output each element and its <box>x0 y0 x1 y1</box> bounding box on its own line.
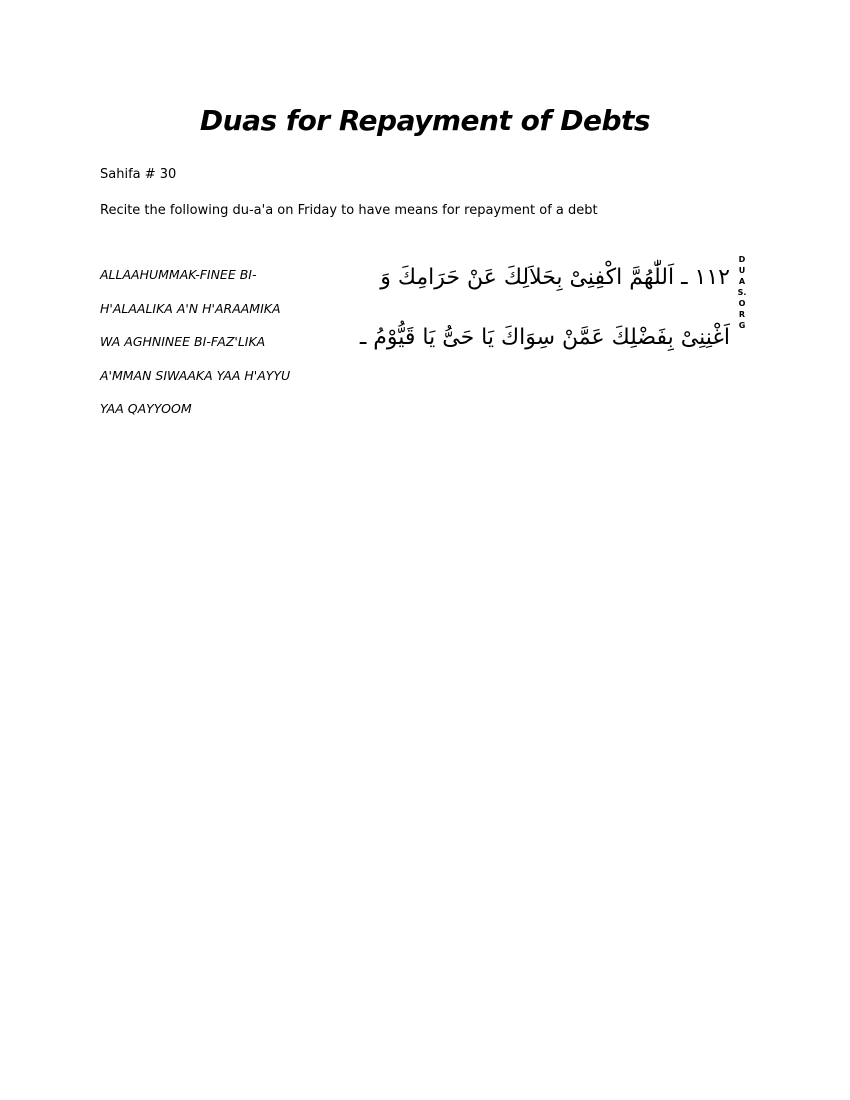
arabic-line: اَغْنِنِىْ بِفَضْلِكَ عَمَّنْ سِوَاكَ يَا حَىُّ يَا قَيُّوْمُ ـ <box>359 325 730 350</box>
transliteration-block <box>100 258 325 426</box>
instruction-text: Recite the following du-a'a on Friday to have means for repayment of a debt <box>100 203 598 218</box>
duas-org-watermark: DUAS.ORG <box>737 255 747 330</box>
transliteration-line: H'ALAALIKA A'N H'ARAAMIKA <box>100 300 281 316</box>
transliteration-line: YAA QAYYOOM <box>100 401 192 416</box>
arabic-line: ١١٢ ـ اَللّٰهُمَّ اكْفِنِىْ بِحَلاَلِكَ عَنْ حَرَامِكَ وَ <box>380 265 730 290</box>
transliteration-line: ALLAAHUMMAK-FINEE BI- <box>100 267 257 282</box>
transliteration-line: WA AGHNINEE BI-FAZ'LIKA <box>100 334 266 349</box>
arabic-text-block <box>330 248 730 368</box>
transliteration-line: A'MMAN SIWAAKA YAA H'AYYU <box>100 367 291 383</box>
page-title: Duas for Repayment of Debts <box>199 104 651 137</box>
sahifa-reference: Sahifa # 30 <box>100 167 177 182</box>
